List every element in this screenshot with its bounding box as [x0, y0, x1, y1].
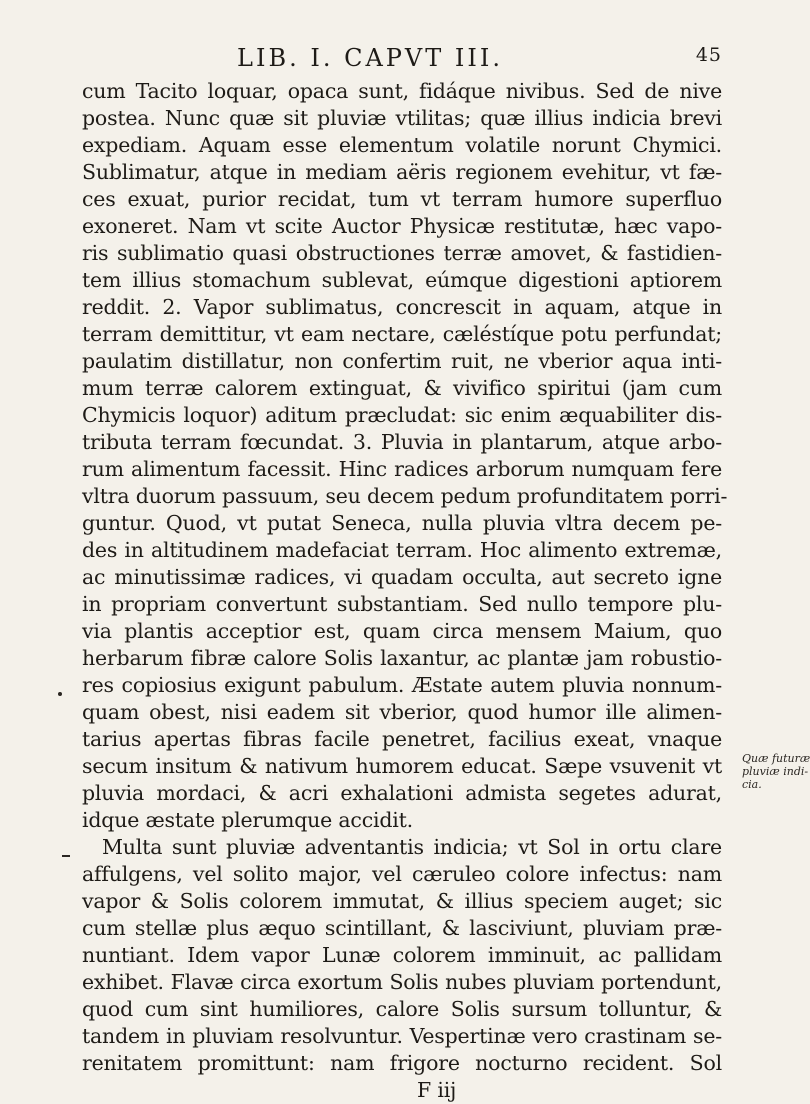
text-line: cum stellæ plus æquo scintillant, & lasciviunt, pluviam præ- [82, 916, 722, 940]
text-line: herbarum fibræ calore Solis laxantur, ac plantæ jam robustio- [82, 646, 722, 670]
text-line: ris sublimatio quasi obstructiones terræ amovet, & fastidien- [82, 241, 722, 265]
margin-dash [62, 855, 70, 857]
text-line: terram demittitur, vt eam nectare, cæléstíque potu perfundat; [82, 322, 722, 346]
running-head: LIB. I. CAPVT III. [237, 44, 503, 72]
text-line: affulgens, vel solito major, vel cæruleo colore infectus: nam [82, 862, 722, 886]
text-line: expediam. Aquam esse elementum volatile norunt Chymici. [82, 133, 722, 157]
text-line: des in altitudinem madefaciat terram. Hoc alimento extremæ, [82, 538, 722, 562]
text-line: pluvia mordaci, & acri exhalationi admista segetes adurat, [82, 781, 722, 805]
text-line: tributa terram fœcundat. 3. Pluvia in plantarum, atque arbo- [82, 430, 722, 454]
text-line: tarius apertas fibras facile penetret, facilius exeat, vnaque [82, 727, 722, 751]
text-line: Multa sunt pluviæ adventantis indicia; vt Sol in ortu clare [102, 835, 722, 859]
text-line: secum insitum & nativum humorem educat. Sæpe vsuvenit vt [82, 754, 722, 778]
text-line: res copiosius exigunt pabulum. Æstate autem pluvia nonnum- [82, 673, 722, 697]
text-line: paulatim distillatur, non confertim ruit, ne vberior aqua inti- [82, 349, 722, 373]
text-line: exhibet. Flavæ circa exortum Solis nubes pluviam portendunt, [82, 970, 722, 994]
text-line: vltra duorum passuum, seu decem pedum profunditatem porri- [82, 484, 728, 508]
text-line: ces exuat, purior recidat, tum vt terram humore superfluo [82, 187, 722, 211]
text-line: guntur. Quod, vt putat Seneca, nulla pluvia vltra decem pe- [82, 511, 722, 535]
text-line: Chymicis loquor) aditum præcludat: sic enim æquabiliter dis- [82, 403, 722, 427]
signature-mark: F iij [417, 1078, 457, 1102]
text-line: tem illius stomachum sublevat, eúmque digestioni aptiorem [82, 268, 722, 292]
margin-dot [58, 692, 62, 696]
text-line: postea. Nunc quæ sit pluviæ vtilitas; quæ illius indicia brevi [82, 106, 722, 130]
text-line: reddit. 2. Vapor sublimatus, concrescit in aquam, atque in [82, 295, 722, 319]
page-number: 45 [695, 44, 722, 66]
page-header [0, 44, 800, 78]
text-line: exoneret. Nam vt scite Auctor Physicæ restitutæ, hæc vapo- [82, 214, 722, 238]
text-line: ac minutissimæ radices, vi quadam occulta, aut secreto igne [82, 565, 722, 589]
text-line: tandem in pluviam resolvuntur. Vespertinæ vero crastinam se- [82, 1024, 722, 1048]
marginal-note-line: cia. [742, 778, 762, 791]
body-text [82, 78, 728, 1104]
text-line: rum alimentum facessit. Hinc radices arborum numquam fere [82, 457, 722, 481]
marginal-note-line: Quæ futuræ [742, 752, 810, 765]
text-line: via plantis acceptior est, quam circa mensem Maium, quo [82, 619, 722, 643]
text-line: idque æstate plerumque accidit. [82, 808, 413, 832]
text-line: cum Tacito loquar, opaca sunt, fidáque nivibus. Sed de nive [82, 79, 722, 103]
text-line: Sublimatur, atque in mediam aëris regionem evehitur, vt fæ- [82, 160, 722, 184]
text-line: nuntiant. Idem vapor Lunæ colorem imminuit, ac pallidam [82, 943, 722, 967]
text-line: mum terræ calorem extinguat, & vivifico spiritui (jam cum [82, 376, 722, 400]
text-line: quam obest, nisi eadem sit vberior, quod humor ille alimen- [82, 700, 722, 724]
text-line: in propriam convertunt substantiam. Sed nullo tempore plu- [82, 592, 722, 616]
text-line: renitatem promittunt: nam frigore nocturno recident. Sol [82, 1051, 722, 1075]
text-line: vapor & Solis colorem immutat, & illius speciem auget; sic [82, 889, 722, 913]
marginal-note-line: pluviæ indi- [742, 765, 809, 778]
marginal-note [742, 752, 810, 791]
text-line: quod cum sint humiliores, calore Solis sursum tolluntur, & [82, 997, 722, 1021]
